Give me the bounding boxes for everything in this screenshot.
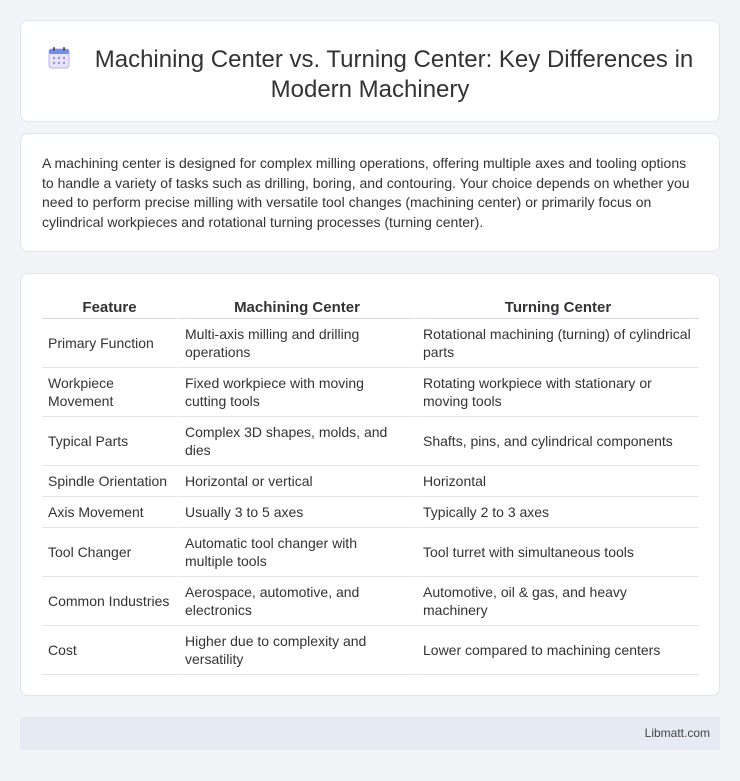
feature-cell: Cost [42,626,177,675]
turning-cell: Tool turret with simultaneous tools [415,528,699,577]
table-header-row [42,294,699,319]
intro-card [20,133,720,252]
machining-cell: Complex 3D shapes, molds, and dies [177,417,415,466]
turning-cell: Rotational machining (turning) of cylindrical parts [415,319,699,368]
machining-cell: Horizontal or vertical [177,466,415,497]
header-feature: Feature [42,294,177,319]
comparison-table [42,294,699,675]
table-row [42,528,699,577]
machining-cell: Fixed workpiece with moving cutting tools [177,368,415,417]
machining-cell: Higher due to complexity and versatility [177,626,415,675]
table-row [42,319,699,368]
title-card [20,20,720,122]
feature-cell: Spindle Orientation [42,466,177,497]
footer-bar [20,717,720,750]
table-row [42,368,699,417]
table-row [42,626,699,675]
feature-cell: Tool Changer [42,528,177,577]
feature-cell: Common Industries [42,577,177,626]
feature-cell: Typical Parts [42,417,177,466]
turning-cell: Automotive, oil & gas, and heavy machinery [415,577,699,626]
comparison-card [20,273,720,696]
header-machining-center: Machining Center [177,294,415,319]
page-title-wrap [21,45,719,105]
footer-brand-link[interactable]: Libmatt.com [644,726,710,740]
table-row [42,497,699,528]
machining-cell: Automatic tool changer with multiple tools [177,528,415,577]
feature-cell: Primary Function [42,319,177,368]
turning-cell: Horizontal [415,466,699,497]
table-row [42,417,699,466]
table-row [42,466,699,497]
table-row [42,577,699,626]
turning-cell: Shafts, pins, and cylindrical components [415,417,699,466]
page-title: Machining Center vs. Turning Center: Key Differences in Modern Machinery [94,46,694,103]
turning-cell: Typically 2 to 3 axes [415,497,699,528]
feature-cell: Workpiece Movement [42,368,177,417]
header-turning-center: Turning Center [415,294,699,319]
machining-cell: Multi-axis milling and drilling operations [177,319,415,368]
feature-cell: Axis Movement [42,497,177,528]
turning-cell: Rotating workpiece with stationary or moving tools [415,368,699,417]
intro-paragraph: A machining center is designed for complex milling operations, offering multiple axes and tooling options to handle a variety of tasks such as drilling, boring, and contouring. Your choice depends on whether you need to perform precise milling with versatile tool changes (machining center) or primarily focus on cylindrical workpieces and rotational turning processes (turning center). [42,155,690,230]
turning-cell: Lower compared to machining centers [415,626,699,675]
machining-cell: Aerospace, automotive, and electronics [177,577,415,626]
machining-cell: Usually 3 to 5 axes [177,497,415,528]
calendar-icon [47,46,71,70]
